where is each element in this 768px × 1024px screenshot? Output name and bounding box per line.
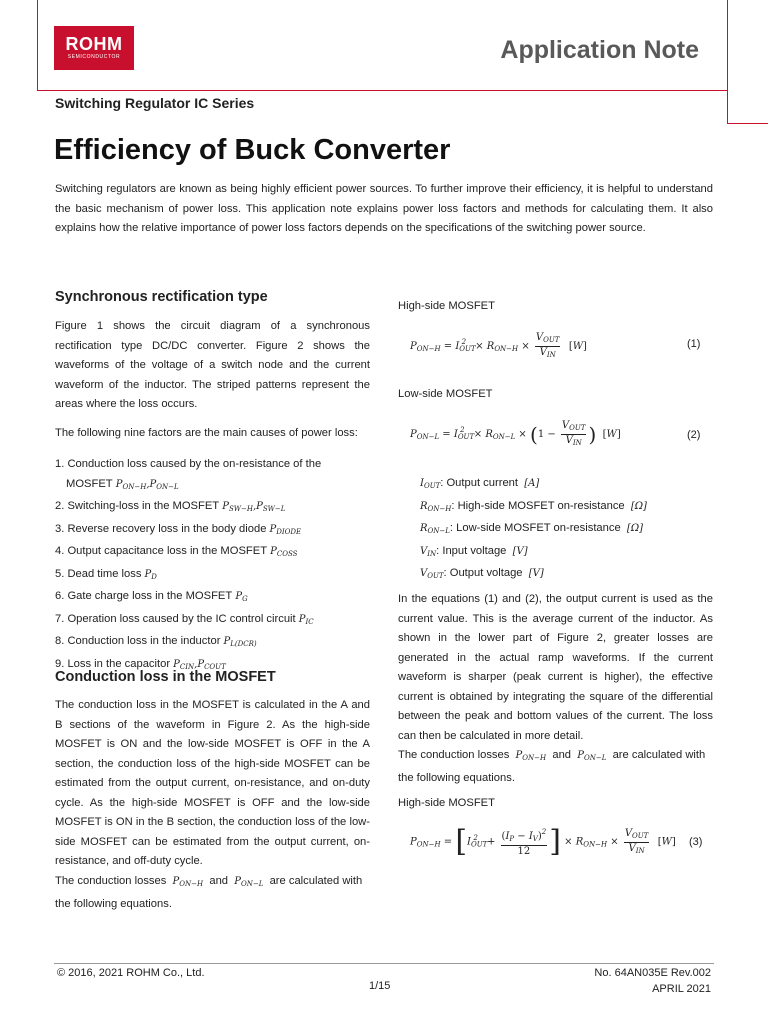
frame-line-right (727, 0, 728, 124)
label-high-side: High-side MOSFET (398, 300, 495, 312)
equation-3: $P_{ON-H} = [I_{OUT}^2$ + $\frac{(I_P - I_V)^2}{12}$ ] × $R_{ON-H}$ × $\frac{V_{OUT}}{V_{IN}}$ [W] (410, 824, 676, 859)
list-item: 9. Loss in the capacitor $P_{CIN},P_{COUT}$ (55, 657, 226, 671)
intro-paragraph: Switching regulators are known as being highly efficient power sources. To further improve their efficiency, it is helpful to understand the basic mechanism of power loss. This application note explains power loss factors and methods for calculating them. It also explains how the relative importance of power loss factors depends on the specifications of the switching power source. (55, 183, 713, 234)
list-item: 8. Conduction loss in the inductor $P_{L(DCR)}$ (55, 635, 257, 648)
label-low-side: Low-side MOSFET (398, 388, 493, 400)
equation-1-number: (1) (687, 338, 701, 350)
list-item: 5. Dead time loss $P_D$ (55, 567, 157, 581)
list-item: 1. Conduction loss caused by the on-resistance of the (55, 458, 322, 470)
equation-2: $P_{ON-L} = I_{OUT}^2 \times R_{ON-L} \times (1$ − $\frac{V_{OUT}}{V_{IN}}$ ) [W] (410, 420, 621, 447)
sync-paragraph-2: The following nine factors are the main causes of power loss: (55, 427, 358, 439)
right-paragraph-2: The conduction losses $P_{ON-H}$ and $P_{ON-L}$ are calculated with the following equations. (398, 749, 706, 784)
doc-date: APRIL 2021 (652, 983, 711, 995)
label-high-side-2: High-side MOSFET (398, 797, 495, 809)
frame-line-top (37, 90, 727, 91)
conduction-paragraph: The conduction loss in the MOSFET is calculated in the A and B sections of the waveform in Figure 2. As the high-side MOSFET is ON and the low-side MOSFET is OFF in the A section, the conduction loss of the high-side MOSFET can be estimated from the output current, on-resistance, and on-duty cycle. As the high-side MOSFET is OFF and the low-side MOSFET is ON in the B section, the conduction loss of the low-side MOSFET can be estimated from the output current, on-resistance, and off-duty cycle. (55, 699, 370, 867)
list-item: $V_{IN}$: Input voltage [V] (420, 544, 528, 558)
section-heading-sync: Synchronous rectification type (55, 289, 268, 305)
list-item: 7. Operation loss caused by the IC control circuit $P_{IC}$ (55, 612, 314, 626)
series-title: Switching Regulator IC Series (55, 95, 255, 111)
list-item: 6. Gate charge loss in the MOSFET $P_G$ (55, 590, 248, 603)
equation-2-number: (2) (687, 429, 701, 441)
list-item: 4. Output capacitance loss in the MOSFET $P_{COSS}$ (55, 545, 298, 558)
frame-line-right-stub (727, 123, 768, 124)
sync-paragraph-1: Figure 1 shows the circuit diagram of a synchronous rectification type DC/DC converter. Figure 2 shows the waveforms of the voltage of a switch node and the current waveform of the inductor. The striped patterns represent the areas where the loss occurs. (55, 320, 370, 410)
rohm-logo: ROHM SEMICONDUCTOR (54, 26, 134, 70)
equation-3-number: (3) (689, 836, 703, 848)
list-item: $V_{OUT}$: Output voltage [V] (420, 567, 544, 580)
variable-definitions (420, 474, 647, 587)
page-number: 1/15 (369, 980, 391, 992)
list-item: $R_{ON-L}$: Low-side MOSFET on-resistance [Ω] (420, 522, 644, 535)
list-item: 3. Reverse recovery loss in the body diode $P_{DIODE}$ (55, 522, 302, 536)
list-item: $R_{ON-H}$: High-side MOSFET on-resistance [Ω] (420, 499, 647, 513)
doc-type: Application Note (500, 36, 699, 64)
footer-divider (54, 963, 714, 964)
frame-line-left (37, 0, 38, 90)
doc-number: No. 64AN035E Rev.002 (594, 967, 711, 979)
section-heading-conduction: Conduction loss in the MOSFET (55, 669, 276, 685)
list-item: $I_{OUT}$: Output current [A] (420, 477, 540, 490)
page-title: Efficiency of Buck Converter (54, 134, 451, 166)
list-item: MOSFET $P_{ON-H},P_{ON-L}$ (66, 477, 179, 491)
right-paragraph-1: In the equations (1) and (2), the output current is used as the current value. This is the average current of the inductor. As shown in the lower part of Figure 2, greater losses are generated in the actual ramp waveforms. If the current waveform is sharper (peak current is higher), the effective current is obtained by integrating the square of the differential between the peak and bottom values of the current. The loss can then be calculated in more detail. (398, 593, 713, 742)
list-item: 2. Switching-loss in the MOSFET $P_{SW-H},P_{SW-L}$ (55, 500, 286, 513)
loss-factor-list (55, 455, 375, 677)
footer-copyright: © 2016, 2021 ROHM Co., Ltd. (57, 967, 205, 979)
equation-1: $P_{ON-H} = I_{OUT}^2 \times R_{ON-H}$ × $\frac{V_{OUT}}{V_{IN}}$ [W] (410, 332, 587, 359)
conduction-paragraph-2: The conduction losses $P_{ON-H}$ and $P_{ON-L}$ are calculated with the following equations. (55, 875, 363, 910)
